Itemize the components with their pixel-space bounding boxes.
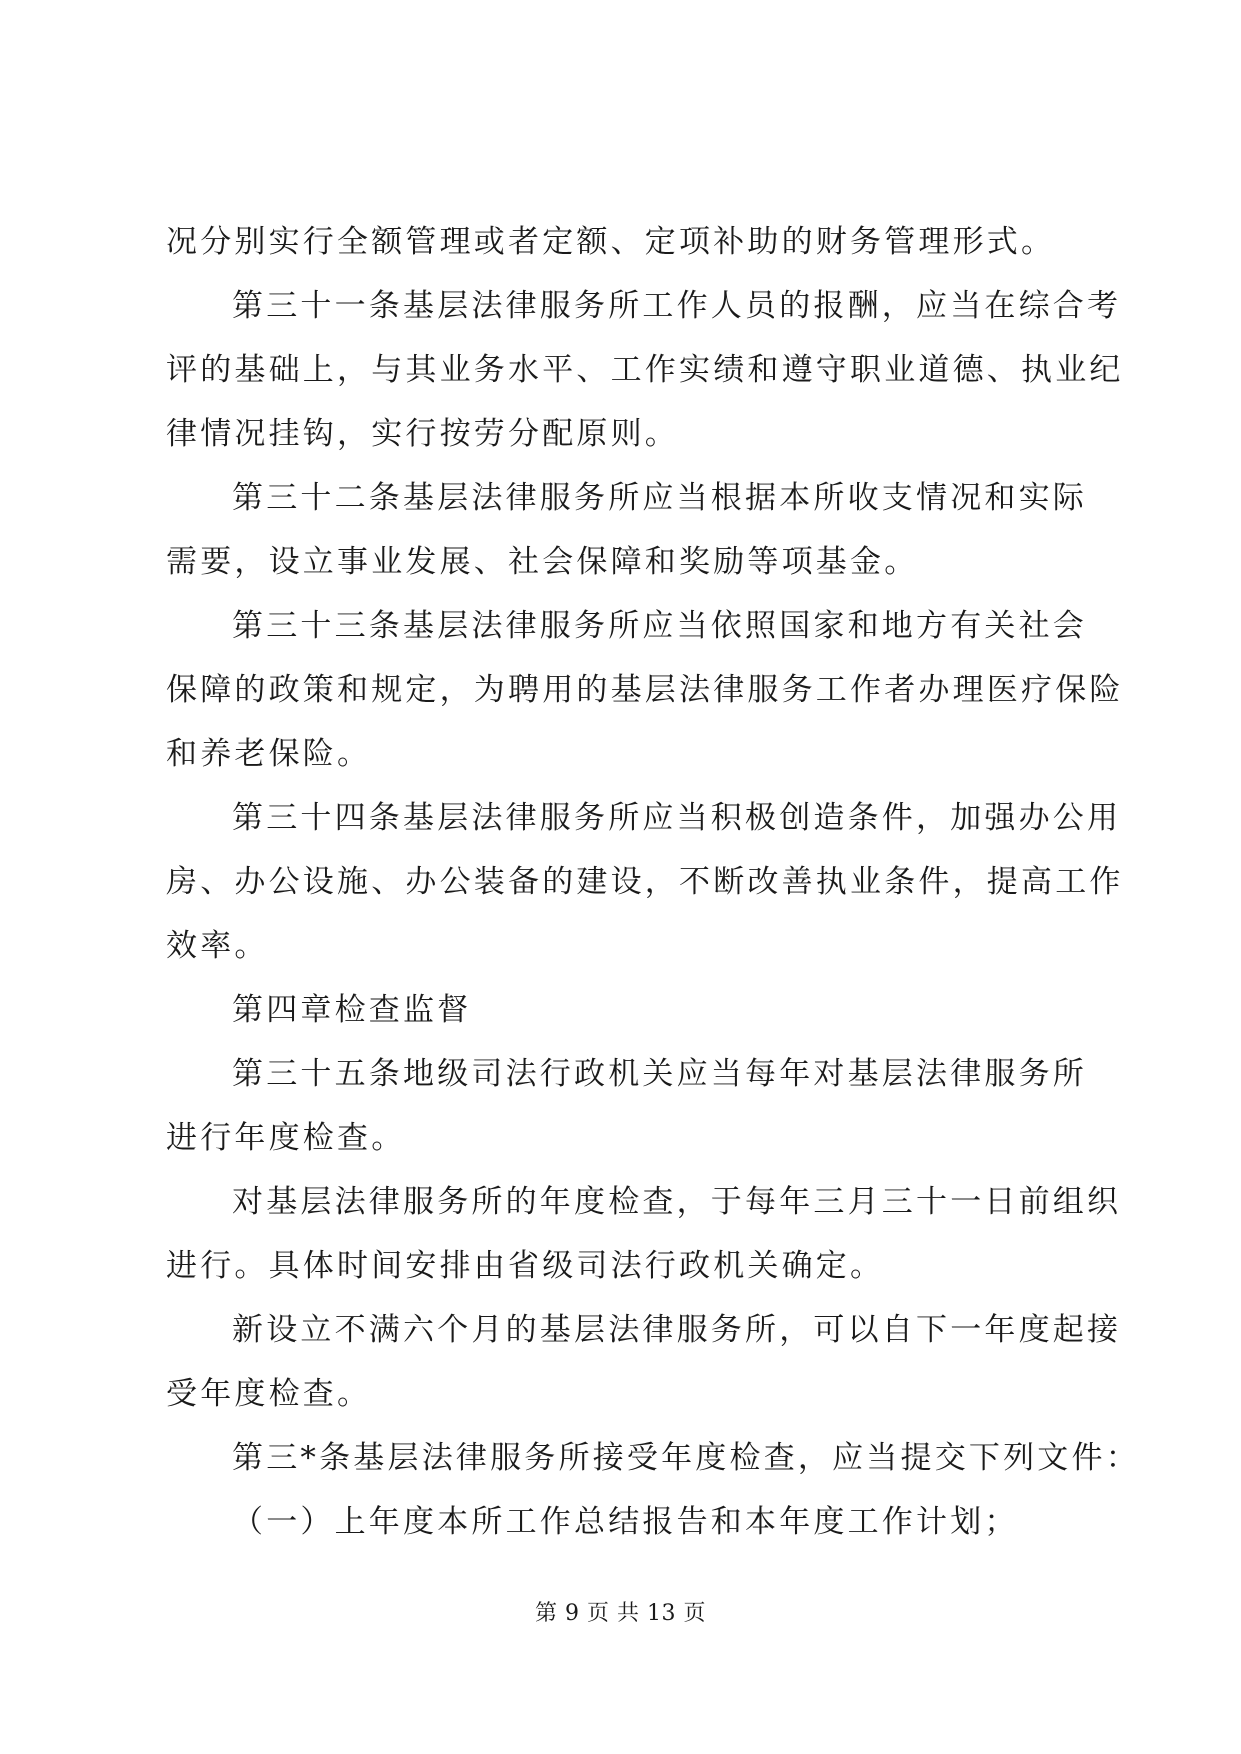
text-line: 和养老保险。	[166, 736, 372, 772]
text-line: 受年度检查。	[166, 1376, 372, 1412]
page-number-footer: 第 9 页 共 13 页	[535, 1601, 706, 1626]
chapter-heading: 第四章检查监督	[232, 992, 472, 1028]
text-line: （一）上年度本所工作总结报告和本年度工作计划；	[232, 1504, 1019, 1540]
text-line: 效率。	[166, 928, 269, 964]
text-line: 评的基础上，与其业务水平、工作实绩和遵守职业道德、执业纪	[166, 352, 1124, 388]
text-line: 第三十三条基层法律服务所应当依照国家和地方有关社会	[232, 608, 1087, 644]
text-line: 第三十四条基层法律服务所应当积极创造条件，加强办公用	[232, 800, 1122, 836]
text-line: 第三十五条地级司法行政机关应当每年对基层法律服务所	[232, 1056, 1087, 1092]
text-line: 进行。具体时间安排由省级司法行政机关确定。	[166, 1248, 885, 1284]
text-line: 保障的政策和规定，为聘用的基层法律服务工作者办理医疗保险	[166, 672, 1124, 708]
text-line: 况分别实行全额管理或者定额、定项补助的财务管理形式。	[166, 224, 1056, 260]
text-line: 进行年度检查。	[166, 1120, 406, 1156]
text-line: 第三十二条基层法律服务所应当根据本所收支情况和实际	[232, 480, 1087, 516]
text-line: 第三十一条基层法律服务所工作人员的报酬，应当在综合考	[232, 288, 1122, 324]
text-line: 需要，设立事业发展、社会保障和奖励等项基金。	[166, 544, 919, 580]
text-line: 对基层法律服务所的年度检查，于每年三月三十一日前组织	[232, 1184, 1122, 1220]
document-body	[166, 210, 1140, 1554]
text-line: 房、办公设施、办公装备的建设，不断改善执业条件，提高工作	[166, 864, 1124, 900]
text-line: 律情况挂钩，实行按劳分配原则。	[166, 416, 679, 452]
text-line: 第三*条基层法律服务所接受年度检查，应当提交下列文件：	[232, 1440, 1140, 1476]
text-line: 新设立不满六个月的基层法律服务所，可以自下一年度起接	[232, 1312, 1122, 1348]
